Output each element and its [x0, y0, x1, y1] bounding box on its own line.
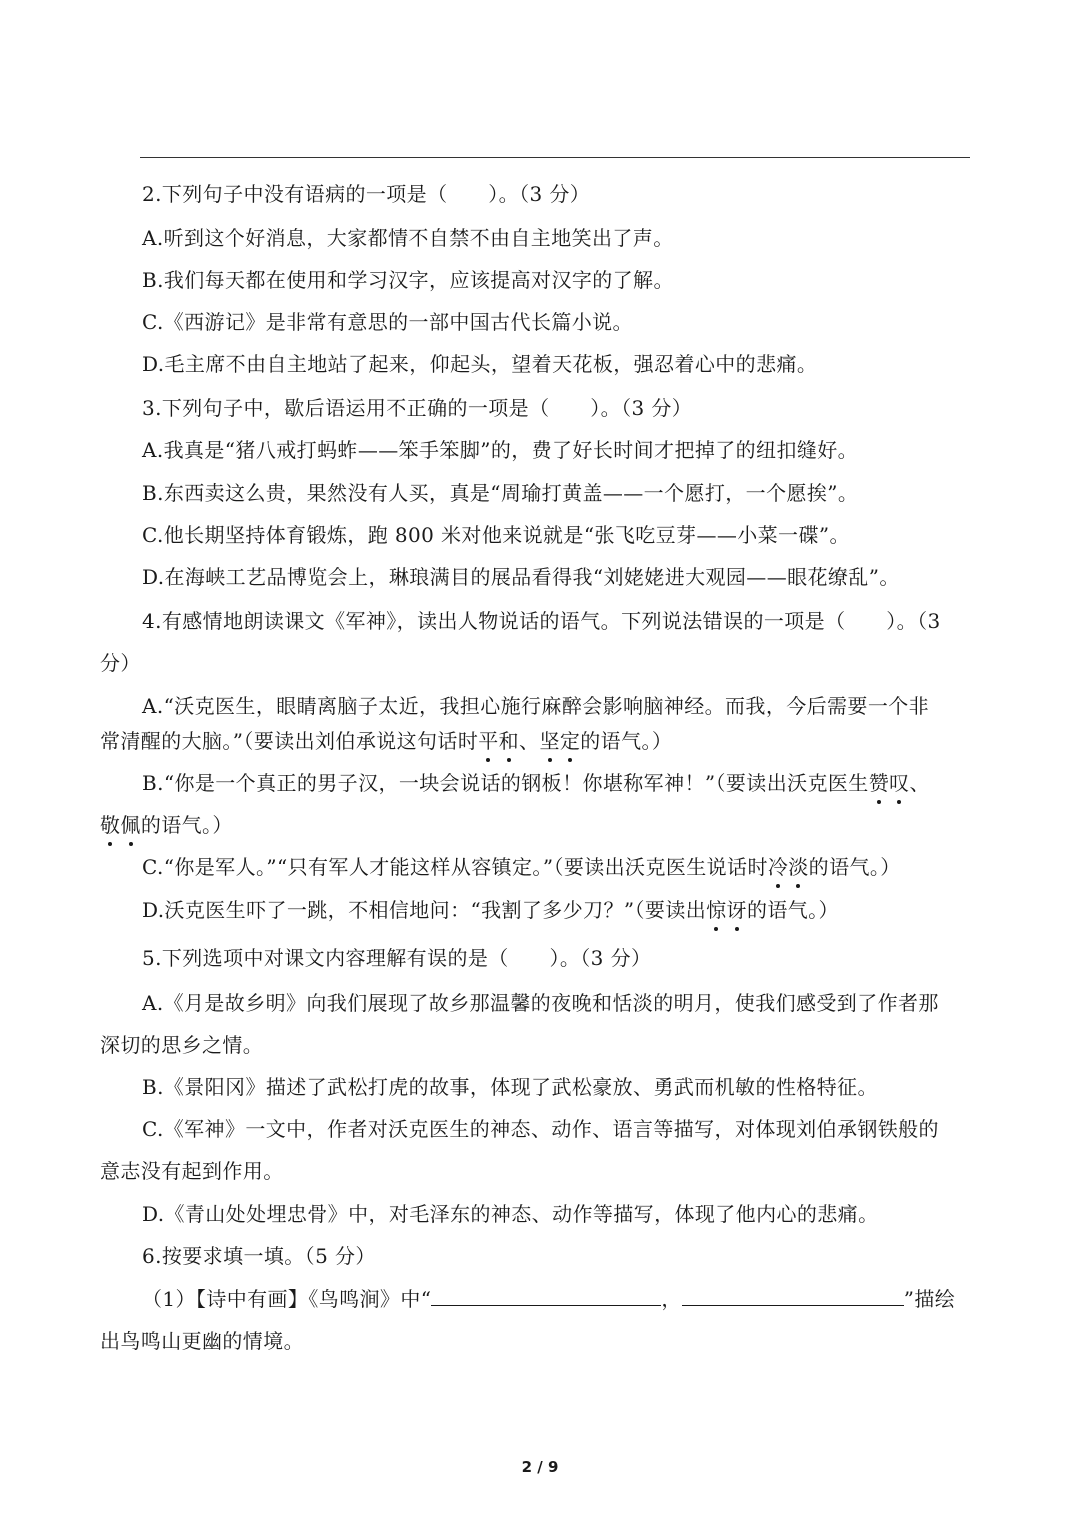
question-4-cont: 分） — [100, 651, 141, 675]
question-3: 3.下列句子中，歇后语运用不正确的一项是（ ）。（3 分） — [142, 396, 693, 420]
q5-option-a: A.《月是故乡明》向我们展现了故乡那温馨的夜晚和恬淡的明月，使我们感受到了作者那 — [142, 991, 939, 1015]
q5-option-c-cont: 意志没有起到作用。 — [100, 1159, 284, 1183]
dotted-char: 叹 — [889, 771, 910, 795]
q4-option-a-cont: 常清醒的大脑。”（要读出刘伯承说这句话时平和、坚定的语气。） — [100, 729, 673, 753]
q2-option-d: D.毛主席不由自主地站了起来，仰起头，望着天花板，强忍着心中的悲痛。 — [142, 352, 818, 376]
q2-option-c: C.《西游记》是非常有意思的一部中国古代长篇小说。 — [142, 310, 633, 334]
dotted-char: 赞 — [868, 771, 890, 795]
q4-option-b-cont: 敬佩的语气。） — [100, 813, 233, 837]
q6-item-1-cont: 出鸟鸣山更幽的情境。 — [100, 1329, 304, 1353]
q4-option-b: B.“你是一个真正的男子汉，一块会说话的钢板！你堪称军神！”（要读出沃克医生赞叹、 — [142, 771, 930, 795]
dotted-char: 坚 — [539, 729, 560, 753]
question-6: 6.按要求填一填。（5 分） — [142, 1244, 376, 1268]
question-4: 4.有感情地朗读课文《军神》，读出人物说话的语气。下列说法错误的一项是（ ）。（3 — [142, 609, 941, 633]
q2-option-a: A.听到这个好消息，大家都情不自禁不由自主地笑出了声。 — [142, 226, 674, 250]
dotted-char: 讶 — [726, 898, 747, 922]
q4-option-c: C.“你是军人。”“只有军人才能这样从容镇定。”（要读出沃克医生说话时冷淡的语气。） — [142, 855, 901, 879]
header-rule — [140, 157, 970, 158]
question-5: 5.下列选项中对课文内容理解有误的是（ ）。（3 分） — [142, 946, 652, 970]
dotted-char: 淡 — [788, 855, 809, 879]
q4-option-a: A.“沃克医生，眼睛离脑子太近，我担心施行麻醉会影响脑神经。而我，今后需要一个非 — [142, 694, 930, 718]
q5-option-c: C.《军神》一文中，作者对沃克医生的神态、动作、语言等描写，对体现刘伯承钢铁般的 — [142, 1117, 939, 1141]
dotted-char: 佩 — [120, 813, 141, 837]
q3-option-d: D.在海峡工艺品博览会上，琳琅满目的展品看得我“刘姥姥进大观园——眼花缭乱”。 — [142, 565, 900, 589]
page-number: 2 / 9 — [521, 1458, 559, 1476]
answer-blank[interactable] — [431, 1285, 661, 1306]
q2-option-b: B.我们每天都在使用和学习汉字，应该提高对汉字的了解。 — [142, 268, 674, 292]
q5-option-a-cont: 深切的思乡之情。 — [100, 1033, 264, 1057]
dotted-char: 定 — [559, 729, 581, 753]
q4-option-d: D.沃克医生吓了一跳，不相信地问：“我割了多少刀？”（要读出惊讶的语气。） — [142, 898, 839, 922]
q5-option-b: B.《景阳冈》描述了武松打虎的故事，体现了武松豪放、勇武而机敏的性格特征。 — [142, 1075, 878, 1099]
answer-blank[interactable] — [682, 1285, 904, 1306]
dotted-char: 平 — [478, 729, 499, 753]
q5-option-d: D.《青山处处埋忠骨》中，对毛泽东的神态、动作等描写，体现了他内心的悲痛。 — [142, 1202, 879, 1226]
dotted-char: 冷 — [767, 855, 789, 879]
dotted-char: 敬 — [100, 813, 121, 837]
dotted-char: 惊 — [706, 898, 727, 922]
dotted-char: 和 — [498, 729, 520, 753]
question-2: 2.下列句子中没有语病的一项是（ ）。（3 分） — [142, 182, 591, 206]
q6-item-1: （1）【诗中有画】《鸟鸣涧》中“ ， ”描绘 — [142, 1287, 956, 1311]
q3-option-a: A.我真是“猪八戒打蚂蚱——笨手笨脚”的，费了好长时间才把掉了的纽扣缝好。 — [142, 438, 859, 462]
q3-option-c: C.他长期坚持体育锻炼，跑 800 米对他来说就是“张飞吃豆芽——小菜一碟”。 — [142, 523, 850, 547]
q3-option-b: B.东西卖这么贵，果然没有人买，真是“周瑜打黄盖——一个愿打，一个愿挨”。 — [142, 481, 859, 505]
